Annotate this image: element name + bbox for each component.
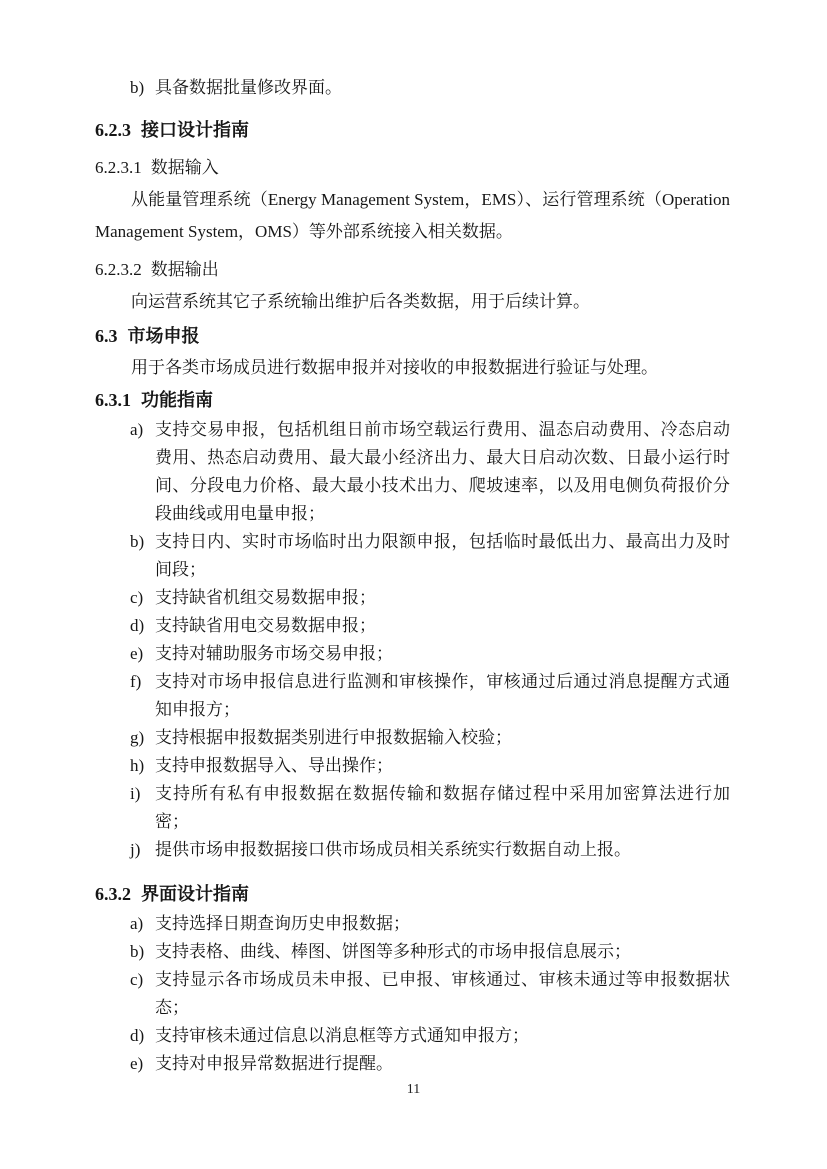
section-title: 界面设计指南 [141, 884, 249, 904]
list-text: 支持对申报异常数据进行提醒。 [155, 1054, 393, 1073]
list-item [95, 836, 730, 864]
list-item [95, 752, 730, 780]
list-text: 支持选择日期查询历史申报数据； [155, 914, 410, 933]
function-guide-list [95, 416, 730, 864]
subsection-number: 6.2.3.1 [95, 158, 142, 177]
list-text: 提供市场申报数据接口供市场成员相关系统实行数据自动上报。 [155, 840, 631, 859]
list-item-prev-b [95, 74, 730, 102]
list-item [95, 640, 730, 668]
list-text: 支持日内、实时市场临时出力限额申报，包括临时最低出力、最高出力及时间段； [155, 532, 730, 579]
list-marker: f) [130, 672, 142, 691]
section-number: 6.2.3 [95, 120, 131, 140]
list-text: 支持表格、曲线、棒图、饼图等多种形式的市场申报信息展示； [155, 942, 631, 961]
list-text: 支持根据申报数据类别进行申报数据输入校验； [155, 728, 512, 747]
ui-design-guide-list [95, 910, 730, 1078]
section-heading-6-3-1 [95, 384, 730, 416]
list-marker: b) [130, 78, 145, 97]
list-text: 支持交易申报，包括机组日前市场空载运行费用、温态启动费用、冷态启动费用、热态启动费用、最大最小经济出力、最大日启动次数、日最小运行时间、分段电力价格、最大最小技术出力、爬坡速率，以及用电侧负荷报价分段曲线或用电量申报； [155, 420, 730, 523]
list-item [95, 1050, 730, 1078]
list-item [95, 1022, 730, 1050]
list-marker: d) [130, 1026, 145, 1045]
list-text: 支持显示各市场成员未申报、已申报、审核通过、审核未通过等申报数据状态； [155, 970, 730, 1017]
section-heading-6-2-3 [95, 114, 730, 146]
list-marker: j) [130, 840, 141, 859]
page-number: 11 [406, 1082, 421, 1097]
list-marker: b) [130, 942, 145, 961]
list-text: 具备数据批量修改界面。 [155, 78, 342, 97]
list-text: 支持对市场申报信息进行监测和审核操作，审核通过后通过消息提醒方式通知申报方； [155, 672, 730, 719]
list-marker: a) [130, 914, 144, 933]
list-item [95, 910, 730, 938]
list-marker: e) [130, 644, 144, 663]
section-title: 接口设计指南 [141, 120, 249, 140]
list-text: 支持缺省机组交易数据申报； [155, 588, 376, 607]
list-item [95, 938, 730, 966]
paragraph-6-3: 用于各类市场成员进行数据申报并对接收的申报数据进行验证与处理。 [131, 358, 658, 377]
list-item [95, 780, 730, 836]
list-marker: e) [130, 1054, 144, 1073]
section-number: 6.3 [95, 326, 118, 346]
paragraph-6-2-3-2: 向运营系统其它子系统输出维护后各类数据，用于后续计算。 [131, 292, 590, 311]
list-item [95, 724, 730, 752]
section-title: 功能指南 [141, 390, 213, 410]
list-item [95, 416, 730, 528]
section-heading-6-3 [95, 320, 730, 352]
list-marker: d) [130, 616, 145, 635]
list-marker: a) [130, 420, 144, 439]
subsection-title: 数据输入 [150, 158, 219, 177]
paragraph-6-2-3-1: 从能量管理系统（Energy Management System，EMS）、运行管理系统（Operation Management System，OMS）等外部系统接入相关数据。 [95, 190, 730, 241]
list-text: 支持申报数据导入、导出操作； [155, 756, 393, 775]
list-marker: g) [130, 728, 145, 747]
list-text: 支持所有私有申报数据在数据传输和数据存储过程中采用加密算法进行加密； [155, 784, 730, 831]
list-marker: i) [130, 784, 141, 803]
section-number: 6.3.2 [95, 884, 131, 904]
list-text: 支持审核未通过信息以消息框等方式通知申报方； [155, 1026, 529, 1045]
list-item [95, 612, 730, 640]
list-marker: c) [130, 588, 144, 607]
subsection-heading-6-2-3-1 [95, 152, 730, 184]
subsection-number: 6.2.3.2 [95, 260, 142, 279]
list-item [95, 584, 730, 612]
list-text: 支持对辅助服务市场交易申报； [155, 644, 393, 663]
list-text: 支持缺省用电交易数据申报； [155, 616, 376, 635]
section-title: 市场申报 [127, 326, 200, 346]
section-number: 6.3.1 [95, 390, 131, 410]
list-marker: h) [130, 756, 145, 775]
list-item [95, 668, 730, 724]
subsection-title: 数据输出 [150, 260, 219, 279]
list-item [95, 528, 730, 584]
list-marker: b) [130, 532, 145, 551]
section-heading-6-3-2 [95, 878, 730, 910]
subsection-heading-6-2-3-2 [95, 254, 730, 286]
list-marker: c) [130, 970, 144, 989]
list-item [95, 966, 730, 1022]
